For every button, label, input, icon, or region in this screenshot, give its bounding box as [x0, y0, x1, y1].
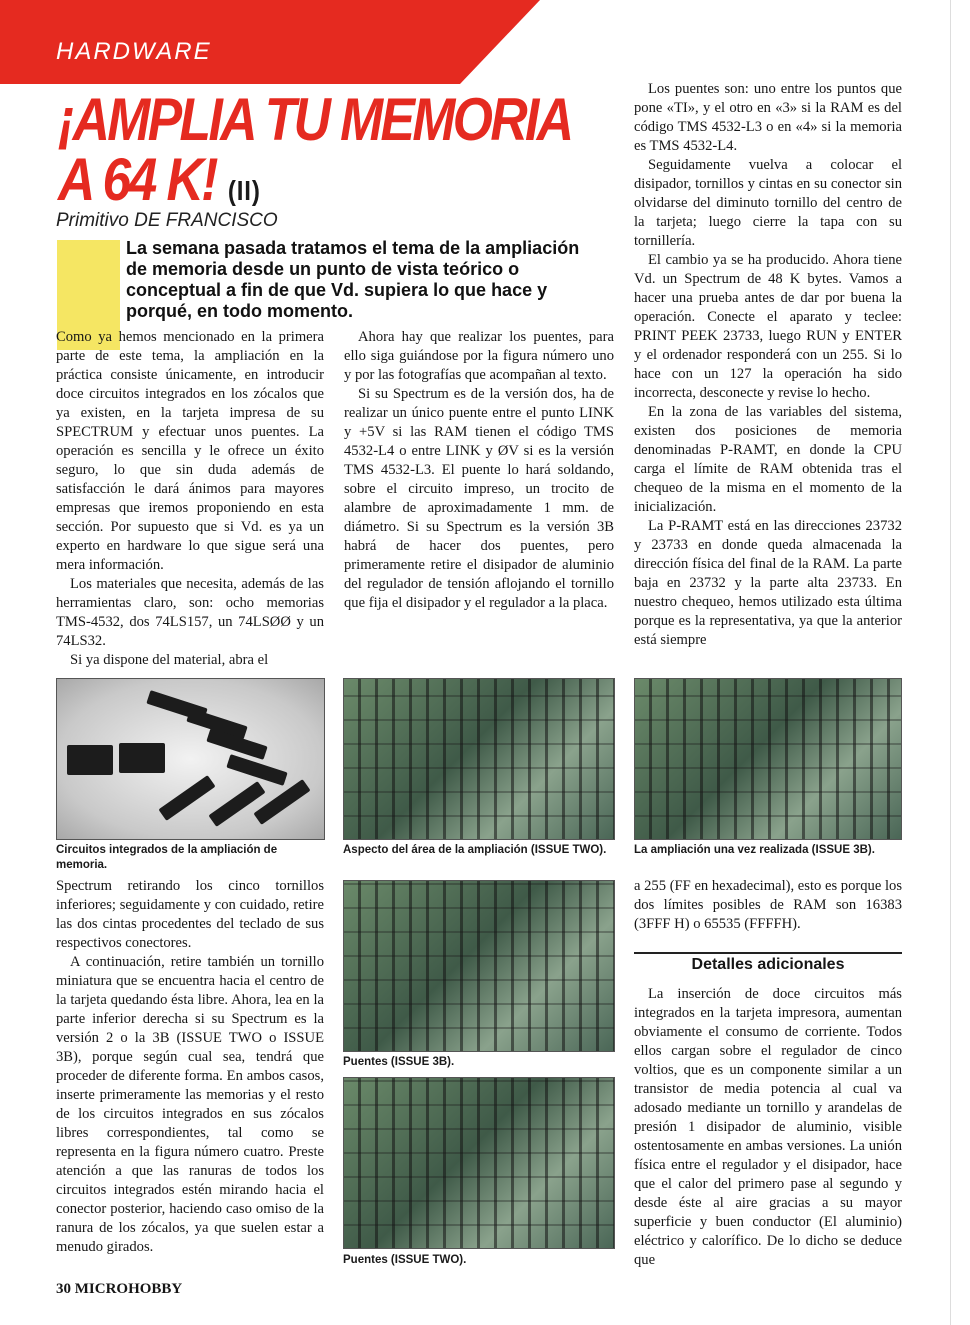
paragraph: Si su Spectrum es de la versión dos, ha de realizar un único puente entre el punto LINK y +5V si las RAM tienen el código TMS 4532-L4 o entre LINK y ØV si es la versión TMS 4532-L3. El puente lo hará soldando, sobre el circuito impreso, un trocito de alambre de aproximadamente 1 mm. de diámetro. Si su Spectrum es la versión 3B habrá de hacer dos puentes, pero primeramente retire el disipador de aluminio del regulador de tensión aflojando el tornillo que fija el disipador y el regulador a la placa.	[344, 386, 614, 611]
paragraph: a 255 (FF en hexadecimal), esto es porque los dos límites posibles de RAM son 16383 (3FFF H) o 65535 (FFFFH).	[634, 878, 902, 932]
caption-photo-1: Circuitos integrados de la ampliación de memoria.	[56, 844, 278, 871]
caption-photo-4: Puentes (ISSUE 3B).	[343, 1056, 455, 1068]
paragraph: En la zona de las variables del sistema, existen dos posiciones de memoria denominadas P-RAMT, en donde la CPU carga el límite de RAM obtenida tras el chequeo de la misma en el momento de la inicialización.	[634, 404, 902, 515]
author-byline: Primitivo DE FRANCISCO	[56, 210, 278, 231]
column-3-top	[634, 80, 902, 650]
article-title	[58, 86, 572, 221]
section-label: HARDWARE	[56, 38, 212, 65]
subheading: Detalles adicionales	[634, 952, 902, 974]
page-footer	[56, 1281, 182, 1298]
column-3-bottom-b	[634, 985, 902, 1270]
caption-photo-2: Aspecto del área de la ampliación (ISSUE TWO).	[343, 844, 607, 856]
photo-bridges-3b	[343, 880, 615, 1052]
paragraph: La inserción de doce circuitos más integrados en la tarjeta impresora, aumentan obviamente el consumo de corriente. Todos ellos cargan sobre el regulador de cinco voltios, que es un componente similar a un transistor de media potencia al cual va adosado mediante un tornillo y arandelas de presión 1 disipador de aluminio, visible ostentosamente en ambas versiones. La unión física entre el regulador y el disipador, hace que el calor del primero pase al segundo y desde éste al aire gracias a su mayor superficie y buen conductor (El aluminio) eléctrico y calorífico. De lo dicho se deduce que	[634, 986, 902, 1268]
chip-shape	[67, 745, 113, 775]
chip-shape	[253, 779, 310, 825]
photo-expansion-done	[634, 678, 902, 840]
paragraph: El cambio ya se ha producido. Ahora tiene Vd. un Spectrum de 48 K bytes. Vamos a hacer una prueba antes de dar por buena la operación. Conecte el aparato y teclee: PRINT PEEK 23733, luego RUN y ENTER y el ordenador responderá con un 255. Si lo hace con un 127 la operación ha sido incorrecta, desconecte y revise lo hecho.	[634, 252, 902, 401]
photo-bridges-two	[343, 1077, 615, 1249]
title-line-2: A 64 K!	[58, 146, 216, 213]
paragraph: Ahora hay que realizar los puentes, para ello siga guiándose por la figura número uno y por las fotografías que acompañan al texto.	[344, 329, 614, 383]
chip-shape	[208, 781, 265, 827]
photo-expansion-area	[343, 678, 615, 840]
column-3-bottom-a	[634, 877, 902, 934]
column-1-top	[56, 328, 324, 670]
paragraph: Los puentes son: uno entre los puntos que pone «TI», y el otro en «3» si la RAM es del código TMS 4532-L3 o en «4» si la memoria es TMS 4532-L4.	[634, 81, 902, 154]
paragraph: A continuación, retire también un tornillo miniatura que se encuentra hacia el centro de la tarjeta quedando ésta libre. Ahora, lea en la parte inferior derecha si su Spectrum es la versión 2 o la 3B (ISSUE TWO o ISSUE 3B), porque según cual sea, tendrá que proceder de diferente forma. En ambos casos, inserte primeramente las memorias y el resto de los circuitos integrados en sus zócalos libres correspondientes, tal como se representa en la figura número cuatro. Preste atención a que las ranuras de todos los circuitos integrados estén mirando hacia el conector posterior, haciendo caso omiso de la ranura de los zócalos, ya que suelen estar a menudo girados.	[56, 954, 324, 1255]
chip-shape	[119, 743, 165, 773]
page-edge	[950, 0, 951, 1325]
title-part: (II)	[227, 175, 261, 206]
paragraph: La P-RAMT está en las direcciones 23732 y 23733 en donde queda almacenada la dirección física del final de la RAM. La parte baja en 23732 y la parte alta 23733. En nuestro chequeo, hemos utilizado esta última porque es la representativa, ya que la anterior está siempre	[634, 518, 902, 648]
intro-paragraph: La semana pasada tratamos el tema de la ampliación de memoria desde un punto de vista teórico o conceptual a fin de que Vd. supiera lo que hace y porqué, en todo momento.	[126, 238, 580, 321]
paragraph: Los materiales que necesita, además de las herramientas claro, son: ocho memorias TMS-4532, dos 74LS157, un 74LSØØ y un 74LS32.	[56, 576, 324, 649]
paragraph: Spectrum retirando los cinco tornillos inferiores; seguidamente y con cuidado, retire las dos cintas procedentes del teclado de sus respectivos conectores.	[56, 878, 324, 951]
paragraph: Como ya hemos mencionado en la primera parte de este tema, la ampliación en la práctica consiste únicamente, en introducir doce circuitos integrados en los zócalos que ya existen, en la tarjeta impresa de su SPECTRUM y efectuar unos puentes. La operación es sencilla y le ofrece un éxito seguro, lo que sin duda además de satisfacción le dará ánimos para mayores empresas que iremos proponiendo en esta sección. Por supuesto que si Vd. es ya un experto en hardware lo que sigue será una mera información.	[56, 329, 324, 573]
photo-chips	[56, 678, 325, 840]
chip-shape	[158, 775, 215, 821]
magazine-name: MICROHOBBY	[74, 1281, 183, 1297]
paragraph: Seguidamente vuelva a colocar el disipador, tornillos y cintas en su conector sin olvidarse del diminuto tornillo del centro de la tarjeta; luego cierre la tapa con su tornillería.	[634, 157, 902, 249]
title-line-1: ¡AMPLIA TU MEMORIA	[58, 86, 572, 153]
caption-photo-3: La ampliación una vez realizada (ISSUE 3B).	[634, 844, 875, 856]
page-number: 30	[56, 1281, 71, 1297]
column-2-top	[344, 328, 614, 613]
column-1-bottom	[56, 877, 324, 1257]
caption-photo-5: Puentes (ISSUE TWO).	[343, 1254, 467, 1266]
paragraph: Si ya dispone del material, abra el	[70, 652, 269, 668]
